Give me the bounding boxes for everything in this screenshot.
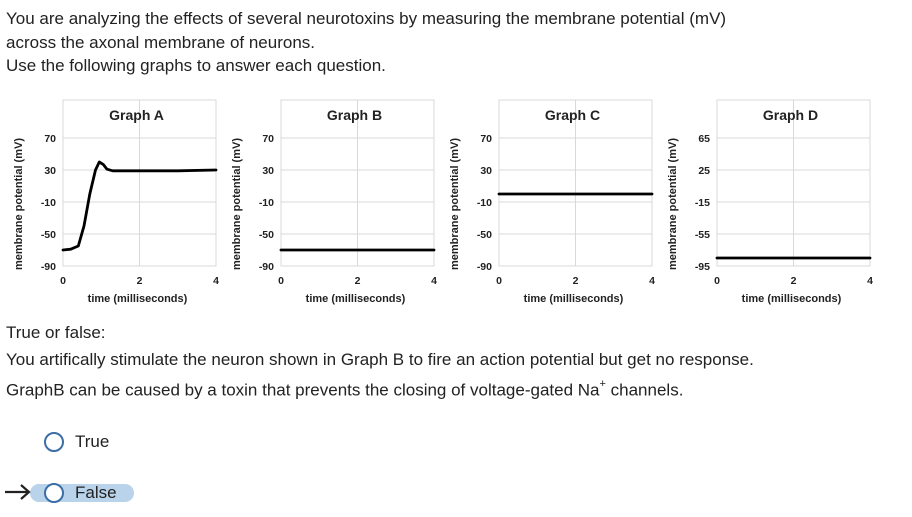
graph-b-x-tick: 0 <box>278 275 284 287</box>
radio-false[interactable] <box>44 483 64 503</box>
question-line-3-end: channels. <box>605 380 684 400</box>
question-line-3-text: GraphB can be caused by a toxin that prevents the closing of voltage-gated Na <box>6 380 600 400</box>
graph-c-y-label: membrane potential (mV) <box>449 137 461 271</box>
question-text <box>6 319 754 404</box>
graph-c-y-tick: -10 <box>476 197 492 209</box>
graph-b-y-tick: -50 <box>258 229 274 241</box>
graph-c-y-tick: 30 <box>480 165 492 177</box>
graph-b-y-tick: 70 <box>262 133 274 145</box>
graph-b-y-label: membrane potential (mV) <box>231 137 243 271</box>
arrow-right-icon <box>4 483 42 501</box>
graph-a-y-tick: -90 <box>40 261 56 273</box>
graph-c-title: Graph C <box>544 107 601 123</box>
graph-d-x-tick: 4 <box>867 275 873 287</box>
graph-a-y-tick: -10 <box>40 197 56 209</box>
graph-d-x-tick: 0 <box>714 275 720 287</box>
graph-d-x-label: time (milliseconds) <box>741 293 842 305</box>
graph-a-y-tick: 30 <box>44 165 56 177</box>
graphs-figure <box>0 92 912 320</box>
graphs-panel <box>0 92 912 320</box>
option-false[interactable] <box>44 480 117 506</box>
option-true[interactable] <box>44 429 109 455</box>
graph-d-y-tick: 25 <box>698 165 710 177</box>
question-line-3 <box>6 373 754 404</box>
graph-a-x-tick: 0 <box>60 275 66 287</box>
graph-a-x-tick: 4 <box>213 275 219 287</box>
graph-d-x-tick: 2 <box>790 275 797 287</box>
graph-a-x-tick: 2 <box>136 275 143 287</box>
graph-d-title: Graph D <box>762 107 819 123</box>
intro-line-2: across the axonal membrane of neurons. <box>6 32 316 52</box>
graph-a-y-tick: 70 <box>44 133 56 145</box>
graph-a-y-tick: -50 <box>40 229 56 241</box>
radio-true[interactable] <box>44 432 64 452</box>
graph-c-y-tick: -90 <box>476 261 492 273</box>
graph-b-title: Graph B <box>326 107 383 123</box>
graph-c-y-tick: -50 <box>476 229 492 241</box>
graph-c-x-tick: 0 <box>496 275 502 287</box>
intro-text <box>6 7 726 78</box>
graph-b-x-tick: 2 <box>354 275 361 287</box>
graph-d-y-tick: -95 <box>694 261 710 273</box>
graph-d-y-tick: -55 <box>694 229 710 241</box>
graph-b-y-tick: 30 <box>262 165 274 177</box>
graph-d-y-label: membrane potential (mV) <box>667 137 679 271</box>
graph-b-y-tick: -10 <box>258 197 274 209</box>
intro-line-3: Use the following graphs to answer each question. <box>6 56 386 75</box>
graph-b-x-label: time (milliseconds) <box>305 293 406 305</box>
graph-c-y-tick: 70 <box>480 133 492 145</box>
graph-a-x-label: time (milliseconds) <box>87 293 188 305</box>
graph-a-y-label: membrane potential (mV) <box>13 137 25 271</box>
graph-d-y-tick: 65 <box>698 133 710 145</box>
graph-b-x-tick: 4 <box>431 275 437 287</box>
intro-line-1: You are analyzing the effects of several neurotoxins by measuring the membrane potential (mV) <box>6 9 727 28</box>
option-true-label: True <box>75 432 110 451</box>
graph-a-title: Graph A <box>109 107 164 123</box>
graph-c-x-tick: 2 <box>572 275 579 287</box>
sodium-charge: + <box>599 378 606 390</box>
graph-d-y-tick: -15 <box>694 197 710 209</box>
graph-b-y-tick: -90 <box>258 261 274 273</box>
question-line-1: True or false: <box>6 323 106 342</box>
option-false-label: False <box>75 483 117 502</box>
question-line-2: You artifically stimulate the neuron shown in Graph B to fire an action potential but get no response. <box>6 350 754 369</box>
graph-c-x-tick: 4 <box>649 275 655 287</box>
graph-c-x-label: time (milliseconds) <box>523 293 624 305</box>
